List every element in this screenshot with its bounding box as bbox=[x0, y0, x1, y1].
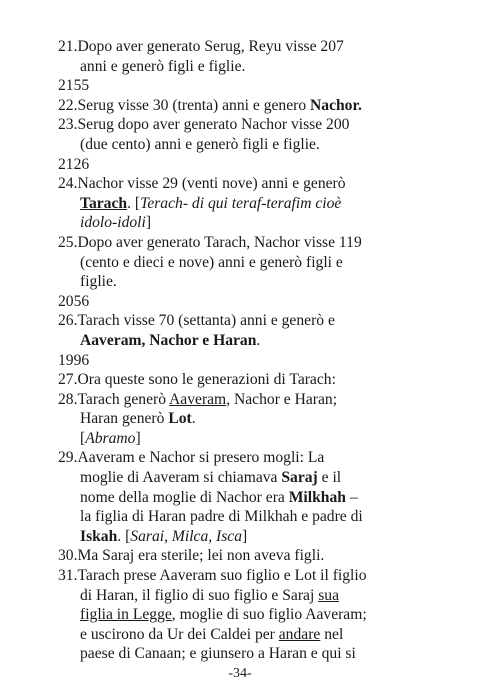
verse-22 bbox=[58, 96, 398, 116]
name-lot: Lot bbox=[168, 410, 192, 428]
verse-28-text-end: , Nachor e Haran; bbox=[226, 390, 338, 408]
verse-28-text: Haran generò bbox=[80, 410, 169, 428]
verse-25-line-2: (cento e dieci e nove) anni e generò figli e bbox=[80, 253, 343, 271]
verse-24-line-2 bbox=[58, 194, 398, 214]
verse-23-line-1: 23.Serug dopo aver generato Nachor visse 200 bbox=[58, 116, 350, 134]
bracket-close: ] bbox=[135, 429, 141, 447]
name-nachor: Nachor. bbox=[310, 96, 362, 114]
verse-31-text: e uscirono da Ur dei Caldei per bbox=[80, 625, 279, 643]
verse-28-line-2 bbox=[58, 409, 398, 429]
verse-22-text: 22.Serug visse 30 (trenta) anni e genero bbox=[58, 96, 311, 114]
year-marker: 2056 bbox=[58, 292, 90, 310]
verse-29-line-5 bbox=[58, 527, 398, 547]
verse-31-line-2 bbox=[58, 586, 398, 606]
name-saraj: Saraj bbox=[281, 469, 318, 487]
verse-30: 30.Ma Saraj era sterile; lei non aveva figli. bbox=[58, 547, 325, 565]
verse-31-line-4 bbox=[58, 625, 398, 645]
bracket-open: . [ bbox=[127, 194, 141, 212]
bracket-close: ] bbox=[145, 214, 152, 232]
verse-29-line-4: la figlia di Haran padre di Milkhah e padre di bbox=[80, 508, 363, 526]
verse-26-line-1: 26.Tarach visse 70 (settanta) anni e generò e bbox=[58, 312, 335, 330]
verse-31-text: di Haran, il figlio di suo figlio e Saraj bbox=[80, 586, 319, 604]
page-number: -34- bbox=[228, 666, 252, 681]
name-aaveram: Aaveram bbox=[169, 390, 227, 408]
verse-21-line-1: 21.Dopo aver generato Serug, Reyu visse 207 bbox=[58, 38, 344, 55]
verse-29-line-2 bbox=[58, 468, 398, 488]
verse-21-line-2: anni e generò figli e figlie. bbox=[80, 57, 246, 75]
names-sons: Aaveram, Nachor e Haran bbox=[80, 331, 257, 349]
year-marker: 2126 bbox=[58, 155, 90, 173]
verse-27: 27.Ora queste sono le generazioni di Tarach: bbox=[58, 371, 336, 389]
underlined-figlia-in-legge: figlia in Legge bbox=[80, 606, 172, 624]
verse-25-line-1: 25.Dopo aver generato Tarach, Nachor visse 119 bbox=[58, 233, 362, 251]
verse-29-line-1: 29.Aaveram e Nachor si presero mogli: La bbox=[58, 449, 325, 467]
note-abramo: Abramo bbox=[85, 429, 136, 447]
verse-26-line-2 bbox=[58, 331, 398, 351]
note-terach: Terach- di qui teraf-terafim cioè bbox=[140, 194, 342, 212]
verse-29-text: nome della moglie di Nachor era bbox=[80, 488, 289, 506]
bracket-open: [ bbox=[80, 429, 86, 447]
verse-31-line-3 bbox=[58, 605, 398, 625]
year-marker: 2155 bbox=[58, 77, 90, 95]
document-body bbox=[58, 37, 398, 664]
year-marker: 1996 bbox=[58, 351, 90, 369]
verse-31-text: nel bbox=[320, 625, 344, 643]
note-idolo: idolo-idoli bbox=[80, 214, 146, 232]
underlined-andare: andare bbox=[278, 625, 321, 643]
note-names: Sarai, Milca, Isca bbox=[130, 527, 243, 545]
name-milkhah: Milkhah bbox=[288, 488, 346, 506]
verse-28-line-1 bbox=[58, 390, 398, 410]
verse-29-text: e il bbox=[317, 469, 342, 487]
verse-28-line-3 bbox=[58, 429, 398, 449]
underlined-sua: sua bbox=[318, 586, 339, 604]
verse-24-line-3 bbox=[58, 213, 398, 233]
verse-29-text: moglie di Aaveram si chiamava bbox=[80, 469, 282, 487]
bracket-open: . [ bbox=[117, 527, 131, 545]
period: . bbox=[256, 331, 261, 349]
verse-23-line-2: (due cento) anni e generò figli e figlie. bbox=[80, 135, 320, 153]
verse-31-text: , moglie di suo figlio Aaveram; bbox=[171, 606, 367, 624]
name-tarach: Tarach bbox=[80, 194, 128, 212]
dash: – bbox=[345, 488, 358, 506]
verse-31-line-1: 31.Tarach prese Aaveram suo figlio e Lot il figlio bbox=[58, 567, 367, 585]
verse-31-line-5: paese di Canaan; e giunsero a Haran e qui si bbox=[80, 645, 356, 663]
bracket-close: ] bbox=[242, 527, 248, 545]
verse-29-line-3 bbox=[58, 488, 398, 508]
verse-25-line-3: figlie. bbox=[80, 273, 117, 291]
name-iskah: Iskah bbox=[80, 527, 118, 545]
period: . bbox=[191, 410, 196, 428]
verse-28-text: 28.Tarach generò bbox=[58, 390, 170, 408]
verse-24-line-1: 24.Nachor visse 29 (venti nove) anni e generò bbox=[58, 175, 346, 193]
